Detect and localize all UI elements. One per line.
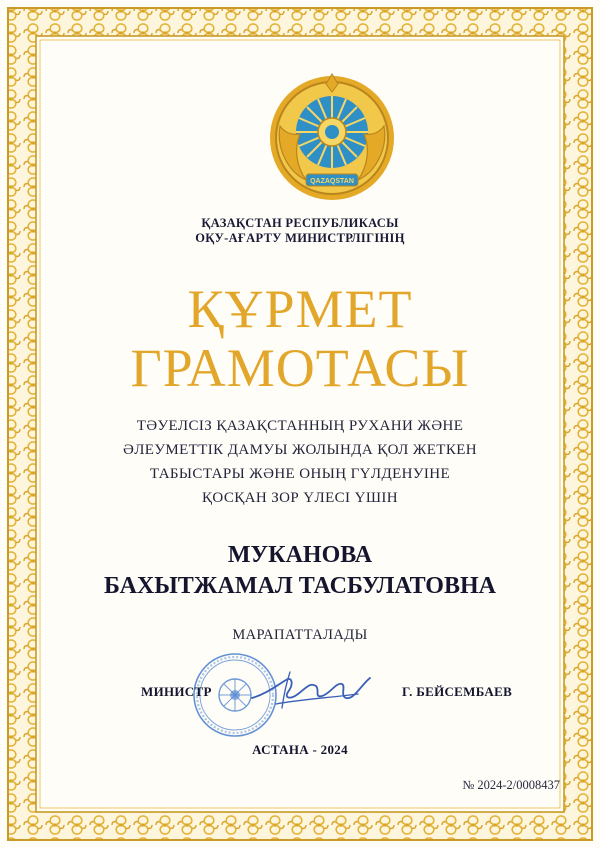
place-and-year: АСТАНА - 2024 xyxy=(252,742,348,757)
certificate-title-line-1: ҚҰРМЕТ xyxy=(187,279,413,339)
emblem-lettering: QAZAQSTAN xyxy=(310,178,354,185)
reason-line-1: ТӘУЕЛСІЗ ҚАЗАҚСТАННЫҢ РУХАНИ ЖӘНЕ xyxy=(136,418,464,434)
kazakhstan-state-emblem-icon xyxy=(266,72,398,204)
minister-label: МИНИСТР xyxy=(141,684,212,699)
handwritten-signature-icon xyxy=(246,664,376,714)
certificate-title-line-2: ГРАМОТАСЫ xyxy=(130,338,470,398)
recipient-given-names: БАХЫТЖАМАЛ ТАСБУЛАТОВНА xyxy=(104,573,496,599)
awarded-text: МАРАПАТТАЛАДЫ xyxy=(232,627,368,643)
minister-name: Г. БЕЙСЕМБАЕВ xyxy=(402,684,513,699)
ministry-line-1: ҚАЗАҚСТАН РЕСПУБЛИКАСЫ xyxy=(201,216,399,230)
serial-number: № 2024-2/0008437 xyxy=(462,778,560,792)
reason-line-3: ТАБЫСТАРЫ ЖӘНЕ ОНЫҢ ГҮЛДЕНУІНЕ xyxy=(149,466,451,482)
recipient-surname: МУКАНОВА xyxy=(227,542,373,568)
ministry-line-2: ОҚУ-АҒАРТУ МИНИСТРЛІГІНІҢ xyxy=(195,231,405,245)
reason-line-4: ҚОСҚАН ЗОР ҮЛЕСІ ҮШІН xyxy=(202,490,398,506)
reason-line-2: ӘЛЕУМЕТТІК ДАМУЫ ЖОЛЫНДА ҚОЛ ЖЕТКЕН xyxy=(122,442,478,458)
